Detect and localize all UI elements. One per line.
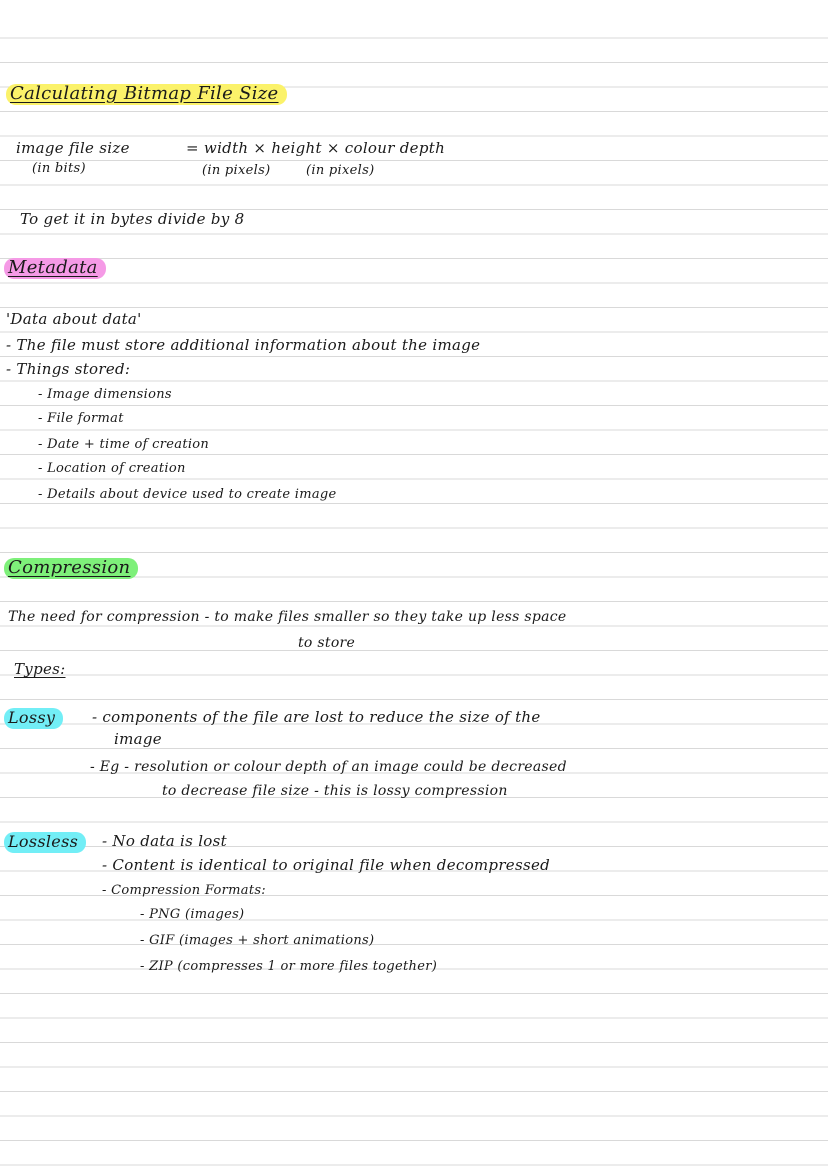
metadata-definition: 'Data about data' <box>6 310 142 328</box>
format-item: - PNG (images) <box>140 907 245 922</box>
lossless-desc-2: - Content is identical to original file when decompressed <box>102 856 551 874</box>
metadata-item: - Location of creation <box>38 461 186 476</box>
bitmap-title: Calculating Bitmap File Size <box>6 84 287 105</box>
types-label: Types: <box>14 660 66 678</box>
format-item: - GIF (images + short animations) <box>140 933 375 948</box>
metadata-line-2: - Things stored: <box>6 360 131 378</box>
compression-need-line-1: The need for compression - to make files smaller so they take up less space <box>8 609 567 625</box>
metadata-item: - Date + time of creation <box>38 437 210 452</box>
formula-lhs: image file size <box>16 139 130 157</box>
lossy-example-1: - Eg - resolution or colour depth of an image could be decreased <box>90 759 567 775</box>
formula-lhs-unit: (in bits) <box>32 161 86 176</box>
lossy-desc-2: image <box>114 730 162 748</box>
lossy-desc-1: - components of the file are lost to reduce the size of the <box>92 708 541 726</box>
formula-rhs: = width × height × colour depth <box>186 139 446 157</box>
metadata-title: Metadata <box>4 258 106 279</box>
compression-need-line-2: to store <box>298 635 356 651</box>
lossless-desc-3: - Compression Formats: <box>102 883 266 898</box>
lossy-label: Lossy <box>4 708 63 729</box>
format-item: - ZIP (compresses 1 or more files together) <box>140 959 438 974</box>
lossless-label: Lossless <box>4 832 86 853</box>
metadata-item: - File format <box>38 411 124 426</box>
metadata-item: - Details about device used to create image <box>38 487 337 502</box>
lossy-example-2: to decrease file size - this is lossy compression <box>162 783 508 799</box>
height-unit: (in pixels) <box>306 163 375 178</box>
compression-title: Compression <box>4 558 138 579</box>
lossless-desc-1: - No data is lost <box>102 832 227 850</box>
width-unit: (in pixels) <box>202 163 271 178</box>
metadata-line-1: - The file must store additional information about the image <box>6 336 481 354</box>
bytes-note: To get it in bytes divide by 8 <box>20 210 245 228</box>
metadata-item: - Image dimensions <box>38 387 172 402</box>
